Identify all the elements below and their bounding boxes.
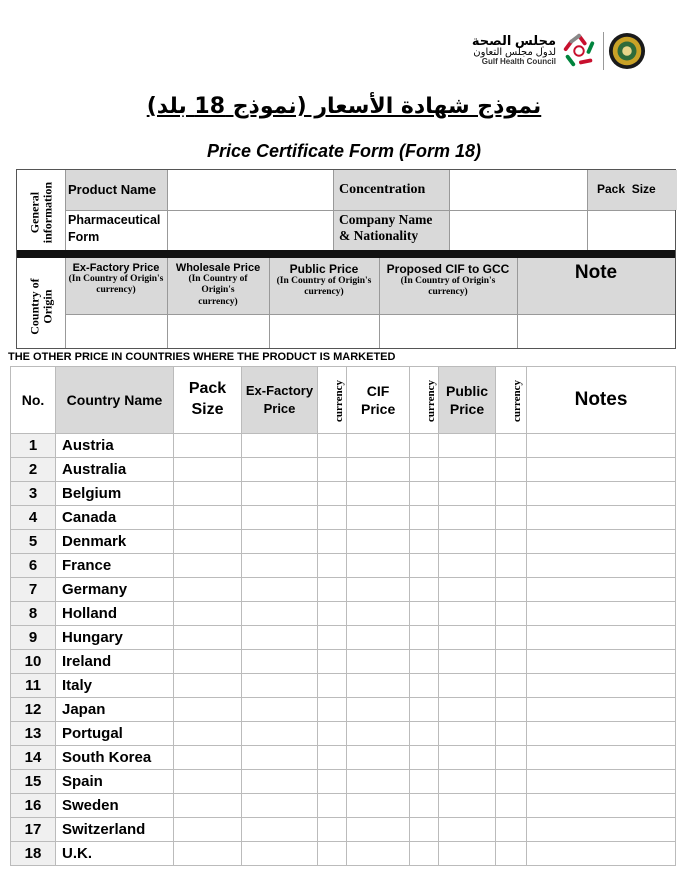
country-name: France <box>56 554 174 578</box>
pack-size-cell[interactable] <box>174 506 242 530</box>
cif-cell[interactable] <box>347 818 410 842</box>
logo-arabic-line2: لدول مجلس التعاون <box>473 46 556 58</box>
ex-factory-cell[interactable] <box>242 482 318 506</box>
country-name: South Korea <box>56 746 174 770</box>
cif-cell[interactable] <box>347 842 410 866</box>
notes-cell[interactable] <box>527 650 676 674</box>
currency-cell[interactable] <box>318 458 347 482</box>
currency-cell[interactable] <box>318 770 347 794</box>
cif-cell[interactable] <box>347 458 410 482</box>
table-row <box>11 770 676 794</box>
origin-wholesale-header <box>167 258 269 314</box>
pack-size-cell[interactable] <box>174 818 242 842</box>
table-row <box>11 482 676 506</box>
notes-cell[interactable] <box>527 746 676 770</box>
public-cell[interactable] <box>439 770 496 794</box>
cif-cell[interactable] <box>347 674 410 698</box>
currency-cell[interactable] <box>496 650 527 674</box>
currency-cell[interactable] <box>496 722 527 746</box>
pharma-form-field[interactable] <box>167 210 333 250</box>
pack-size-cell[interactable] <box>174 626 242 650</box>
row-number: 13 <box>11 722 56 746</box>
ex-factory-cell[interactable] <box>242 674 318 698</box>
public-cell[interactable] <box>439 434 496 458</box>
country-rows <box>11 434 676 866</box>
public-cell[interactable] <box>439 482 496 506</box>
origin-cif-label: Proposed CIF to GCC <box>386 262 510 276</box>
currency-cell[interactable] <box>318 530 347 554</box>
row-number: 16 <box>11 794 56 818</box>
currency-cell[interactable] <box>496 794 527 818</box>
country-name: Austria <box>56 434 174 458</box>
logo-arabic-line1: مجلس الصحة <box>471 33 556 48</box>
currency-cell[interactable] <box>496 746 527 770</box>
grid-line <box>269 258 270 348</box>
header-pack-size: Pack Size <box>174 367 242 434</box>
grid-line <box>379 258 380 348</box>
pack-size-cell[interactable] <box>174 482 242 506</box>
table-row <box>11 506 676 530</box>
currency-cell[interactable] <box>318 506 347 530</box>
currency-cell[interactable] <box>496 842 527 866</box>
country-name: Germany <box>56 578 174 602</box>
currency-cell[interactable] <box>496 770 527 794</box>
origin-ex-factory-header <box>65 258 167 314</box>
cif-cell[interactable] <box>347 794 410 818</box>
header-ex-factory: Ex-Factory Price <box>242 367 318 434</box>
ex-factory-cell[interactable] <box>242 746 318 770</box>
public-cell[interactable] <box>439 746 496 770</box>
origin-note-header: Note <box>517 258 675 314</box>
gcc-seal-icon <box>608 32 646 70</box>
country-name: U.K. <box>56 842 174 866</box>
currency-cell[interactable] <box>318 626 347 650</box>
row-number: 3 <box>11 482 56 506</box>
origin-public-sub: (In Country of Origin's currency) <box>276 276 372 298</box>
ghc-star-logo-icon <box>560 32 598 70</box>
notes-cell[interactable] <box>527 506 676 530</box>
company-label: Company Name & Nationality <box>333 210 449 250</box>
header-currency-3 <box>496 367 527 434</box>
origin-cif-field[interactable] <box>379 314 517 348</box>
public-cell[interactable] <box>439 818 496 842</box>
pack-size-cell[interactable] <box>174 578 242 602</box>
pack-size-cell[interactable] <box>174 770 242 794</box>
currency-cell[interactable] <box>318 578 347 602</box>
currency-cell[interactable] <box>410 746 439 770</box>
public-cell[interactable] <box>439 842 496 866</box>
origin-public-label: Public Price <box>289 262 359 276</box>
origin-wholesale-field[interactable] <box>167 314 269 348</box>
currency-cell[interactable] <box>318 554 347 578</box>
header-logos <box>470 30 650 74</box>
header-currency-2-label: currency <box>424 380 437 422</box>
currency-cell[interactable] <box>410 482 439 506</box>
cif-cell[interactable] <box>347 578 410 602</box>
currency-cell[interactable] <box>496 554 527 578</box>
cif-cell[interactable] <box>347 650 410 674</box>
concentration-label: Concentration <box>333 170 449 210</box>
pack-size-cell[interactable] <box>174 434 242 458</box>
currency-cell[interactable] <box>410 434 439 458</box>
cif-cell[interactable] <box>347 554 410 578</box>
origin-ex-factory-sub: (In Country of Origin's currency) <box>68 274 164 296</box>
cif-cell[interactable] <box>347 602 410 626</box>
pack-size-label: Pack Size <box>587 170 677 210</box>
ex-factory-cell[interactable] <box>242 506 318 530</box>
pack-size-cell[interactable] <box>174 554 242 578</box>
currency-cell[interactable] <box>410 506 439 530</box>
currency-cell[interactable] <box>318 794 347 818</box>
product-name-field[interactable] <box>167 170 333 210</box>
table-row <box>11 698 676 722</box>
country-name: Canada <box>56 506 174 530</box>
country-name: Switzerland <box>56 818 174 842</box>
pack-size-cell[interactable] <box>174 530 242 554</box>
public-cell[interactable] <box>439 506 496 530</box>
currency-cell[interactable] <box>410 458 439 482</box>
pack-size-cell[interactable] <box>174 722 242 746</box>
notes-cell[interactable] <box>527 482 676 506</box>
origin-ex-factory-field[interactable] <box>65 314 167 348</box>
row-number: 8 <box>11 602 56 626</box>
currency-cell[interactable] <box>410 554 439 578</box>
ex-factory-cell[interactable] <box>242 434 318 458</box>
notes-cell[interactable] <box>527 626 676 650</box>
currency-cell[interactable] <box>410 626 439 650</box>
table-row <box>11 650 676 674</box>
ghc-logo-text <box>470 34 556 67</box>
general-info-table <box>16 169 676 349</box>
origin-cif-header <box>379 258 517 314</box>
row-number: 14 <box>11 746 56 770</box>
currency-cell[interactable] <box>318 842 347 866</box>
grid-line <box>167 258 168 348</box>
pharma-form-label: Pharmaceutical Form <box>68 213 161 244</box>
notes-cell[interactable] <box>527 842 676 866</box>
cif-cell[interactable] <box>347 482 410 506</box>
ex-factory-cell[interactable] <box>242 554 318 578</box>
notes-cell[interactable] <box>527 674 676 698</box>
notes-cell[interactable] <box>527 602 676 626</box>
currency-cell[interactable] <box>496 434 527 458</box>
currency-cell[interactable] <box>318 746 347 770</box>
public-cell[interactable] <box>439 626 496 650</box>
row-number: 6 <box>11 554 56 578</box>
public-cell[interactable] <box>439 530 496 554</box>
row-number: 17 <box>11 818 56 842</box>
currency-cell[interactable] <box>496 602 527 626</box>
currency-cell[interactable] <box>318 434 347 458</box>
row-number: 1 <box>11 434 56 458</box>
pack-size-cell[interactable] <box>174 674 242 698</box>
table-row <box>11 746 676 770</box>
title-english: Price Certificate Form (Form 18) <box>206 141 482 161</box>
table-row <box>11 530 676 554</box>
currency-cell[interactable] <box>318 698 347 722</box>
ex-factory-cell[interactable] <box>242 842 318 866</box>
row-number: 15 <box>11 770 56 794</box>
currency-cell[interactable] <box>318 722 347 746</box>
header-currency-1 <box>318 367 347 434</box>
currency-cell[interactable] <box>410 698 439 722</box>
table-row <box>11 554 676 578</box>
origin-wholesale-sub: (In Country of Origin's currency) <box>188 274 248 307</box>
country-origin-side-cell <box>17 258 65 348</box>
table-row <box>11 626 676 650</box>
grid-line <box>65 258 66 348</box>
notes-cell[interactable] <box>527 794 676 818</box>
currency-cell[interactable] <box>410 530 439 554</box>
logo-divider <box>603 32 604 70</box>
table-row <box>11 434 676 458</box>
cif-cell[interactable] <box>347 626 410 650</box>
row-number: 10 <box>11 650 56 674</box>
currency-cell[interactable] <box>410 818 439 842</box>
general-info-side-cell <box>17 170 65 250</box>
table-row <box>11 458 676 482</box>
row-number: 12 <box>11 698 56 722</box>
currency-cell[interactable] <box>496 458 527 482</box>
ex-factory-cell[interactable] <box>242 458 318 482</box>
row-number: 18 <box>11 842 56 866</box>
country-name: Holland <box>56 602 174 626</box>
header-notes: Notes <box>527 367 676 434</box>
notes-cell[interactable] <box>527 770 676 794</box>
cif-cell[interactable] <box>347 506 410 530</box>
table-row <box>11 602 676 626</box>
currency-cell[interactable] <box>496 818 527 842</box>
cif-cell[interactable] <box>347 698 410 722</box>
table-row <box>11 818 676 842</box>
country-name: Italy <box>56 674 174 698</box>
public-cell[interactable] <box>439 578 496 602</box>
table-row <box>11 842 676 866</box>
currency-cell[interactable] <box>410 842 439 866</box>
grid-line <box>517 258 518 348</box>
pack-size-cell[interactable] <box>174 458 242 482</box>
country-name: Ireland <box>56 650 174 674</box>
notes-cell[interactable] <box>527 530 676 554</box>
section-separator <box>17 250 675 258</box>
notes-cell[interactable] <box>527 554 676 578</box>
country-prices-table <box>10 366 676 866</box>
country-origin-label: Country of Origin <box>27 278 54 335</box>
origin-cif-sub: (In Country of Origin's currency) <box>400 276 496 298</box>
currency-cell[interactable] <box>410 722 439 746</box>
origin-public-field[interactable] <box>269 314 379 348</box>
row-number: 7 <box>11 578 56 602</box>
ex-factory-cell[interactable] <box>242 650 318 674</box>
currency-cell[interactable] <box>410 674 439 698</box>
pack-size-cell[interactable] <box>174 602 242 626</box>
currency-cell[interactable] <box>410 578 439 602</box>
origin-public-header <box>269 258 379 314</box>
cif-cell[interactable] <box>347 770 410 794</box>
currency-cell[interactable] <box>496 674 527 698</box>
title-arabic: نموذج شهادة الأسعار (نموذج 18 بلد) <box>146 94 542 119</box>
pack-size-cell[interactable] <box>174 842 242 866</box>
currency-cell[interactable] <box>496 578 527 602</box>
table-row <box>11 578 676 602</box>
pack-size-cell[interactable] <box>174 698 242 722</box>
public-cell[interactable] <box>439 794 496 818</box>
concentration-field[interactable] <box>449 170 587 210</box>
ex-factory-cell[interactable] <box>242 698 318 722</box>
origin-wholesale-label: Wholesale Price <box>175 262 261 274</box>
company-field[interactable] <box>449 210 587 250</box>
notes-cell[interactable] <box>527 458 676 482</box>
ex-factory-cell[interactable] <box>242 602 318 626</box>
table-row <box>11 674 676 698</box>
origin-ex-factory-label: Ex-Factory Price <box>72 262 160 274</box>
grid-line <box>65 314 675 315</box>
ex-factory-cell[interactable] <box>242 530 318 554</box>
currency-cell[interactable] <box>318 650 347 674</box>
ex-factory-cell[interactable] <box>242 770 318 794</box>
currency-cell[interactable] <box>410 794 439 818</box>
table-row <box>11 722 676 746</box>
country-name: Portugal <box>56 722 174 746</box>
header-currency-3-label: currency <box>510 380 523 422</box>
public-cell[interactable] <box>439 458 496 482</box>
country-name: Australia <box>56 458 174 482</box>
country-name: Japan <box>56 698 174 722</box>
row-number: 4 <box>11 506 56 530</box>
country-name: Hungary <box>56 626 174 650</box>
country-name: Denmark <box>56 530 174 554</box>
currency-cell[interactable] <box>496 482 527 506</box>
pack-size-cell[interactable] <box>174 650 242 674</box>
currency-cell[interactable] <box>496 698 527 722</box>
currency-cell[interactable] <box>496 530 527 554</box>
currency-cell[interactable] <box>410 602 439 626</box>
cif-cell[interactable] <box>347 530 410 554</box>
notes-cell[interactable] <box>527 434 676 458</box>
cif-cell[interactable] <box>347 434 410 458</box>
currency-cell[interactable] <box>496 626 527 650</box>
country-name: Sweden <box>56 794 174 818</box>
header-country: Country Name <box>56 367 174 434</box>
header-public: Public Price <box>439 367 496 434</box>
currency-cell[interactable] <box>318 674 347 698</box>
other-prices-caption: THE OTHER PRICE IN COUNTRIES WHERE THE PRODUCT IS MARKETED <box>8 351 396 363</box>
currency-cell[interactable] <box>496 506 527 530</box>
currency-cell[interactable] <box>318 482 347 506</box>
cif-cell[interactable] <box>347 746 410 770</box>
public-cell[interactable] <box>439 674 496 698</box>
ex-factory-cell[interactable] <box>242 722 318 746</box>
currency-cell[interactable] <box>410 650 439 674</box>
public-cell[interactable] <box>439 554 496 578</box>
header-currency-2 <box>410 367 439 434</box>
general-info-label: General information <box>27 181 54 244</box>
country-name: Belgium <box>56 482 174 506</box>
ex-factory-cell[interactable] <box>242 578 318 602</box>
ex-factory-cell[interactable] <box>242 626 318 650</box>
logo-english: Gulf Health Council <box>481 57 556 67</box>
pack-size-cell[interactable] <box>174 794 242 818</box>
header-cif: CIF Price <box>347 367 410 434</box>
notes-cell[interactable] <box>527 578 676 602</box>
currency-cell[interactable] <box>318 818 347 842</box>
header-no: No. <box>11 367 56 434</box>
pack-size-cell[interactable] <box>174 746 242 770</box>
public-cell[interactable] <box>439 722 496 746</box>
cif-cell[interactable] <box>347 722 410 746</box>
row-number: 11 <box>11 674 56 698</box>
origin-note-field[interactable] <box>517 314 675 348</box>
pack-size-field[interactable] <box>587 210 677 250</box>
country-name: Spain <box>56 770 174 794</box>
public-cell[interactable] <box>439 602 496 626</box>
ex-factory-cell[interactable] <box>242 818 318 842</box>
table-row <box>11 794 676 818</box>
row-number: 5 <box>11 530 56 554</box>
notes-cell[interactable] <box>527 722 676 746</box>
product-name-label: Product Name <box>65 170 167 210</box>
table-header-row <box>11 367 676 434</box>
notes-cell[interactable] <box>527 698 676 722</box>
public-cell[interactable] <box>439 650 496 674</box>
currency-cell[interactable] <box>318 602 347 626</box>
ex-factory-cell[interactable] <box>242 794 318 818</box>
public-cell[interactable] <box>439 698 496 722</box>
row-number: 2 <box>11 458 56 482</box>
header-currency-1-label: currency <box>332 380 345 422</box>
currency-cell[interactable] <box>410 770 439 794</box>
notes-cell[interactable] <box>527 818 676 842</box>
grid-line <box>65 210 675 211</box>
row-number: 9 <box>11 626 56 650</box>
